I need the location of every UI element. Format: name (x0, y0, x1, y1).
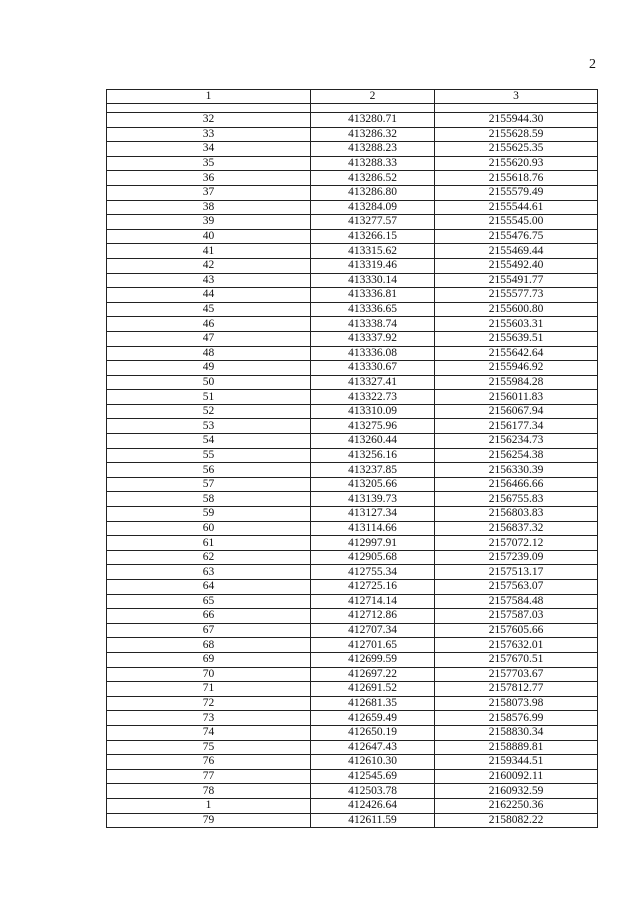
y-coordinate-cell: 2160932.59 (435, 784, 598, 799)
x-coordinate-cell: 412997.91 (311, 536, 435, 551)
x-coordinate-cell: 412699.59 (311, 652, 435, 667)
y-coordinate-cell: 2157632.01 (435, 638, 598, 653)
point-number-cell: 48 (107, 346, 311, 361)
x-coordinate-cell: 413310.09 (311, 404, 435, 419)
table-row (107, 594, 598, 609)
point-number-cell: 79 (107, 813, 311, 828)
y-coordinate-cell: 2155579.49 (435, 185, 598, 200)
y-coordinate-cell: 2156254.38 (435, 448, 598, 463)
point-number-cell: 61 (107, 536, 311, 551)
y-coordinate-cell: 2155469.44 (435, 244, 598, 259)
y-coordinate-cell: 2155639.51 (435, 331, 598, 346)
table-row (107, 185, 598, 200)
x-coordinate-cell: 413205.66 (311, 477, 435, 492)
table-row (107, 171, 598, 186)
x-coordinate-cell: 412697.22 (311, 667, 435, 682)
x-coordinate-cell: 412650.19 (311, 725, 435, 740)
y-coordinate-cell: 2156011.83 (435, 390, 598, 405)
y-coordinate-cell: 2158830.34 (435, 725, 598, 740)
y-coordinate-cell: 2155642.64 (435, 346, 598, 361)
x-coordinate-cell: 412611.59 (311, 813, 435, 828)
y-coordinate-cell: 2156837.32 (435, 521, 598, 536)
y-coordinate-cell: 2158889.81 (435, 740, 598, 755)
y-coordinate-cell: 2156067.94 (435, 404, 598, 419)
page-number: 2 (589, 57, 596, 72)
point-number-cell: 44 (107, 288, 311, 303)
y-coordinate-cell: 2157703.67 (435, 667, 598, 682)
point-number-cell: 40 (107, 229, 311, 244)
column-header-2: 2 (311, 90, 435, 104)
x-coordinate-cell: 412545.69 (311, 769, 435, 784)
point-number-cell: 32 (107, 113, 311, 128)
y-coordinate-cell: 2157072.12 (435, 536, 598, 551)
table-row (107, 390, 598, 405)
table-row (107, 200, 598, 215)
point-number-cell: 45 (107, 302, 311, 317)
x-coordinate-cell: 413288.33 (311, 156, 435, 171)
point-number-cell: 65 (107, 594, 311, 609)
y-coordinate-cell: 2157584.48 (435, 594, 598, 609)
table-row (107, 696, 598, 711)
y-coordinate-cell: 2157563.07 (435, 580, 598, 595)
y-coordinate-cell: 2155620.93 (435, 156, 598, 171)
x-coordinate-cell: 413280.71 (311, 113, 435, 128)
point-number-cell: 56 (107, 463, 311, 478)
table-row (107, 521, 598, 536)
y-coordinate-cell: 2157670.51 (435, 652, 598, 667)
table-row (107, 711, 598, 726)
table-row (107, 725, 598, 740)
point-number-cell: 46 (107, 317, 311, 332)
table-body (107, 104, 598, 828)
x-coordinate-cell: 413315.62 (311, 244, 435, 259)
x-coordinate-cell: 413336.08 (311, 346, 435, 361)
x-coordinate-cell: 413260.44 (311, 434, 435, 449)
point-number-cell: 78 (107, 784, 311, 799)
x-coordinate-cell: 413288.23 (311, 142, 435, 157)
table-row (107, 755, 598, 770)
x-coordinate-cell: 412712.86 (311, 609, 435, 624)
y-coordinate-cell: 2156177.34 (435, 419, 598, 434)
table-row (107, 244, 598, 259)
table-row (107, 448, 598, 463)
x-coordinate-cell: 413277.57 (311, 215, 435, 230)
x-coordinate-cell: 412610.30 (311, 755, 435, 770)
x-coordinate-cell: 412647.43 (311, 740, 435, 755)
point-number-cell: 34 (107, 142, 311, 157)
table-row (107, 623, 598, 638)
table-row (107, 565, 598, 580)
table-row (107, 215, 598, 230)
point-number-cell: 57 (107, 477, 311, 492)
table-row (107, 273, 598, 288)
point-number-cell: 41 (107, 244, 311, 259)
point-number-cell: 52 (107, 404, 311, 419)
x-coordinate-cell: 412426.64 (311, 798, 435, 813)
point-number-cell: 43 (107, 273, 311, 288)
table-row (107, 769, 598, 784)
y-coordinate-cell: 2160092.11 (435, 769, 598, 784)
x-coordinate-cell: 413319.46 (311, 258, 435, 273)
table-row (107, 609, 598, 624)
table-header (107, 90, 598, 104)
x-coordinate-cell: 412755.34 (311, 565, 435, 580)
table-row (107, 638, 598, 653)
spacer-row (107, 104, 598, 113)
table-row (107, 784, 598, 799)
point-number-cell: 42 (107, 258, 311, 273)
spacer-cell (311, 104, 435, 113)
x-coordinate-cell: 412691.52 (311, 682, 435, 697)
point-number-cell: 35 (107, 156, 311, 171)
table-row (107, 142, 598, 157)
point-number-cell: 53 (107, 419, 311, 434)
x-coordinate-cell: 412681.35 (311, 696, 435, 711)
point-number-cell: 64 (107, 580, 311, 595)
point-number-cell: 59 (107, 507, 311, 522)
table-row (107, 434, 598, 449)
coordinates-table (106, 89, 598, 828)
x-coordinate-cell: 413256.16 (311, 448, 435, 463)
y-coordinate-cell: 2162250.36 (435, 798, 598, 813)
x-coordinate-cell: 413322.73 (311, 390, 435, 405)
y-coordinate-cell: 2155545.00 (435, 215, 598, 230)
table-row (107, 404, 598, 419)
point-number-cell: 1 (107, 798, 311, 813)
y-coordinate-cell: 2156466.66 (435, 477, 598, 492)
table-row (107, 463, 598, 478)
y-coordinate-cell: 2155491.77 (435, 273, 598, 288)
x-coordinate-cell: 413336.65 (311, 302, 435, 317)
y-coordinate-cell: 2159344.51 (435, 755, 598, 770)
point-number-cell: 62 (107, 550, 311, 565)
table-row (107, 229, 598, 244)
table-row (107, 288, 598, 303)
table-row (107, 740, 598, 755)
y-coordinate-cell: 2155603.31 (435, 317, 598, 332)
point-number-cell: 73 (107, 711, 311, 726)
x-coordinate-cell: 413266.15 (311, 229, 435, 244)
point-number-cell: 69 (107, 652, 311, 667)
point-number-cell: 66 (107, 609, 311, 624)
y-coordinate-cell: 2155476.75 (435, 229, 598, 244)
point-number-cell: 74 (107, 725, 311, 740)
table-row (107, 492, 598, 507)
y-coordinate-cell: 2156234.73 (435, 434, 598, 449)
x-coordinate-cell: 412503.78 (311, 784, 435, 799)
table-row (107, 156, 598, 171)
point-number-cell: 67 (107, 623, 311, 638)
table-row (107, 258, 598, 273)
table-row (107, 652, 598, 667)
x-coordinate-cell: 413237.85 (311, 463, 435, 478)
column-header-3: 3 (435, 90, 598, 104)
y-coordinate-cell: 2157239.09 (435, 550, 598, 565)
x-coordinate-cell: 413139.73 (311, 492, 435, 507)
x-coordinate-cell: 412905.68 (311, 550, 435, 565)
x-coordinate-cell: 412725.16 (311, 580, 435, 595)
x-coordinate-cell: 413327.41 (311, 375, 435, 390)
table-row (107, 682, 598, 697)
x-coordinate-cell: 412714.14 (311, 594, 435, 609)
table-row (107, 507, 598, 522)
y-coordinate-cell: 2156330.39 (435, 463, 598, 478)
y-coordinate-cell: 2157812.77 (435, 682, 598, 697)
table-row (107, 331, 598, 346)
point-number-cell: 33 (107, 127, 311, 142)
table-row (107, 127, 598, 142)
point-number-cell: 70 (107, 667, 311, 682)
x-coordinate-cell: 413336.81 (311, 288, 435, 303)
x-coordinate-cell: 413275.96 (311, 419, 435, 434)
y-coordinate-cell: 2158073.98 (435, 696, 598, 711)
point-number-cell: 77 (107, 769, 311, 784)
y-coordinate-cell: 2155944.30 (435, 113, 598, 128)
table-row (107, 317, 598, 332)
spacer-cell (435, 104, 598, 113)
y-coordinate-cell: 2155577.73 (435, 288, 598, 303)
point-number-cell: 51 (107, 390, 311, 405)
y-coordinate-cell: 2158082.22 (435, 813, 598, 828)
table-row (107, 419, 598, 434)
y-coordinate-cell: 2155984.28 (435, 375, 598, 390)
x-coordinate-cell: 413284.09 (311, 200, 435, 215)
point-number-cell: 76 (107, 755, 311, 770)
y-coordinate-cell: 2155946.92 (435, 361, 598, 376)
point-number-cell: 54 (107, 434, 311, 449)
y-coordinate-cell: 2156803.83 (435, 507, 598, 522)
point-number-cell: 49 (107, 361, 311, 376)
table-row (107, 536, 598, 551)
spacer-cell (107, 104, 311, 113)
header-row (107, 90, 598, 104)
x-coordinate-cell: 413338.74 (311, 317, 435, 332)
x-coordinate-cell: 413127.34 (311, 507, 435, 522)
y-coordinate-cell: 2155625.35 (435, 142, 598, 157)
x-coordinate-cell: 413286.32 (311, 127, 435, 142)
y-coordinate-cell: 2158576.99 (435, 711, 598, 726)
x-coordinate-cell: 413330.14 (311, 273, 435, 288)
x-coordinate-cell: 413330.67 (311, 361, 435, 376)
point-number-cell: 47 (107, 331, 311, 346)
point-number-cell: 36 (107, 171, 311, 186)
point-number-cell: 71 (107, 682, 311, 697)
point-number-cell: 55 (107, 448, 311, 463)
table-row (107, 477, 598, 492)
point-number-cell: 58 (107, 492, 311, 507)
point-number-cell: 38 (107, 200, 311, 215)
y-coordinate-cell: 2156755.83 (435, 492, 598, 507)
point-number-cell: 39 (107, 215, 311, 230)
point-number-cell: 50 (107, 375, 311, 390)
y-coordinate-cell: 2155544.61 (435, 200, 598, 215)
point-number-cell: 60 (107, 521, 311, 536)
point-number-cell: 63 (107, 565, 311, 580)
y-coordinate-cell: 2157605.66 (435, 623, 598, 638)
table-row (107, 361, 598, 376)
column-header-1: 1 (107, 90, 311, 104)
table-row (107, 113, 598, 128)
y-coordinate-cell: 2155618.76 (435, 171, 598, 186)
table-row (107, 813, 598, 828)
point-number-cell: 75 (107, 740, 311, 755)
x-coordinate-cell: 412659.49 (311, 711, 435, 726)
y-coordinate-cell: 2155492.40 (435, 258, 598, 273)
table-row (107, 667, 598, 682)
y-coordinate-cell: 2155628.59 (435, 127, 598, 142)
x-coordinate-cell: 413286.52 (311, 171, 435, 186)
point-number-cell: 37 (107, 185, 311, 200)
x-coordinate-cell: 412701.65 (311, 638, 435, 653)
x-coordinate-cell: 413114.66 (311, 521, 435, 536)
table-row (107, 375, 598, 390)
y-coordinate-cell: 2157587.03 (435, 609, 598, 624)
table-row (107, 346, 598, 361)
y-coordinate-cell: 2155600.80 (435, 302, 598, 317)
table-row (107, 580, 598, 595)
table-row (107, 550, 598, 565)
x-coordinate-cell: 413337.92 (311, 331, 435, 346)
x-coordinate-cell: 413286.80 (311, 185, 435, 200)
table-row (107, 798, 598, 813)
table-row (107, 302, 598, 317)
y-coordinate-cell: 2157513.17 (435, 565, 598, 580)
x-coordinate-cell: 412707.34 (311, 623, 435, 638)
point-number-cell: 72 (107, 696, 311, 711)
point-number-cell: 68 (107, 638, 311, 653)
